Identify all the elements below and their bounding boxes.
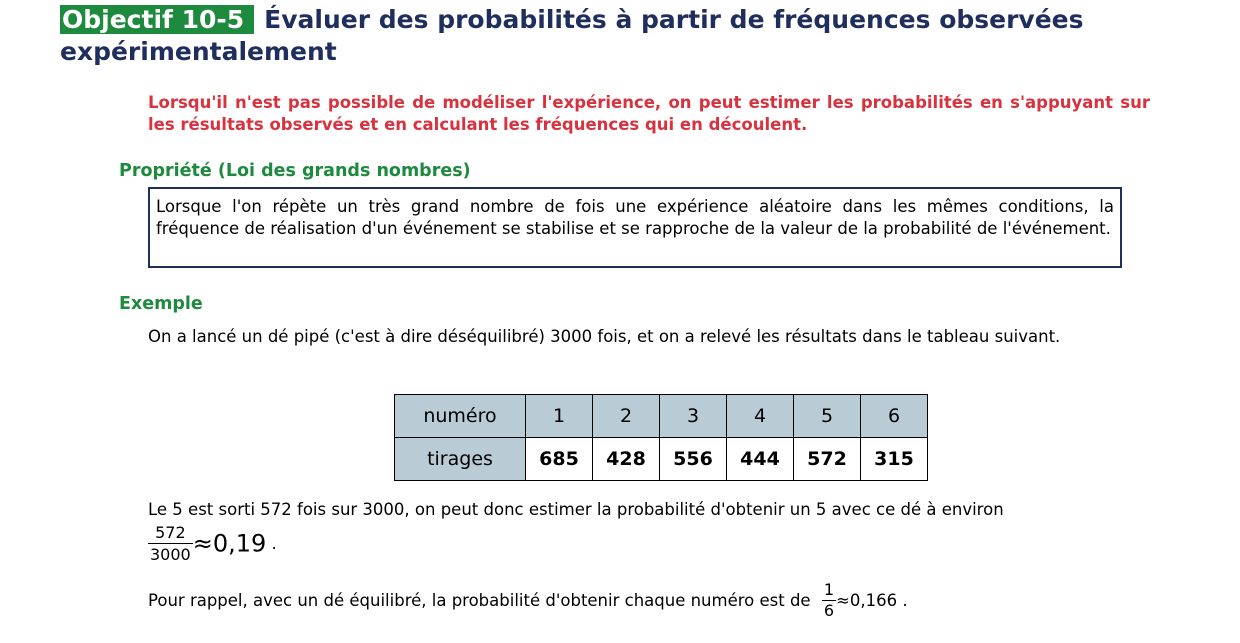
table-row	[395, 438, 928, 481]
conclusion-text: Le 5 est sorti 572 fois sur 3000, on peut donc estimer la probabilité d'obtenir un 5 avec ce dé à environ	[148, 500, 1004, 519]
table-cell-count: 444	[727, 438, 794, 481]
intro-text: Lorsqu'il n'est pas possible de modéliser l'expérience, on peut estimer les probabilités en s'appuyant sur les résultats observés et en calculant les fréquences qui en découlent.	[148, 93, 1150, 134]
example-heading: Exemple	[119, 294, 203, 314]
reminder-text: Pour rappel, avec un dé équilibré, la probabilité d'obtenir chaque numéro est de	[148, 591, 811, 610]
approx-value: ≈0,19	[192, 529, 267, 558]
period: .	[902, 591, 908, 610]
table-cell-number: 6	[861, 395, 928, 438]
fraction-numerator: 1	[823, 580, 835, 599]
example-text: On a lancé un dé pipé (c'est à dire déséquilibré) 3000 fois, et on a relevé les résultats dans le tableau suivant.	[148, 327, 1061, 346]
fraction-denominator: 6	[823, 601, 835, 620]
property-heading: Propriété (Loi des grands nombres)	[119, 161, 471, 181]
table-cell-number: 4	[727, 395, 794, 438]
table-cell-number: 5	[794, 395, 861, 438]
table-cell-count: 428	[593, 438, 660, 481]
table-cell-count: 572	[794, 438, 861, 481]
table-cell-number: 3	[660, 395, 727, 438]
fraction-1-6	[822, 580, 836, 621]
approx-value: ≈0,166	[836, 591, 898, 610]
row-label-numero: numéro	[395, 395, 526, 438]
fraction-572-3000	[148, 522, 193, 565]
table-cell-count: 685	[526, 438, 593, 481]
table-cell-count: 315	[861, 438, 928, 481]
objective-badge: Objectif 10-5	[60, 5, 254, 34]
table-cell-count: 556	[660, 438, 727, 481]
page-title	[60, 4, 1210, 68]
results-table	[394, 394, 928, 481]
property-box: Lorsque l'on répète un très grand nombre de fois une expérience aléatoire dans les mêmes conditions, la fréquence de réalisation d'un événement se stabilise et se rapproche de la valeur de la probabilité de l'événement.	[148, 187, 1122, 268]
table-cell-number: 1	[526, 395, 593, 438]
reminder-line	[148, 580, 908, 621]
table-cell-number: 2	[593, 395, 660, 438]
row-label-tirages: tirages	[395, 438, 526, 481]
table-row	[395, 395, 928, 438]
estimate-line	[148, 522, 277, 565]
objective-title: Évaluer des probabilités à partir de fréquences observées expérimentalement	[60, 5, 1084, 66]
fraction-numerator: 572	[148, 522, 193, 544]
period: .	[271, 534, 277, 553]
fraction-denominator: 3000	[150, 545, 191, 564]
